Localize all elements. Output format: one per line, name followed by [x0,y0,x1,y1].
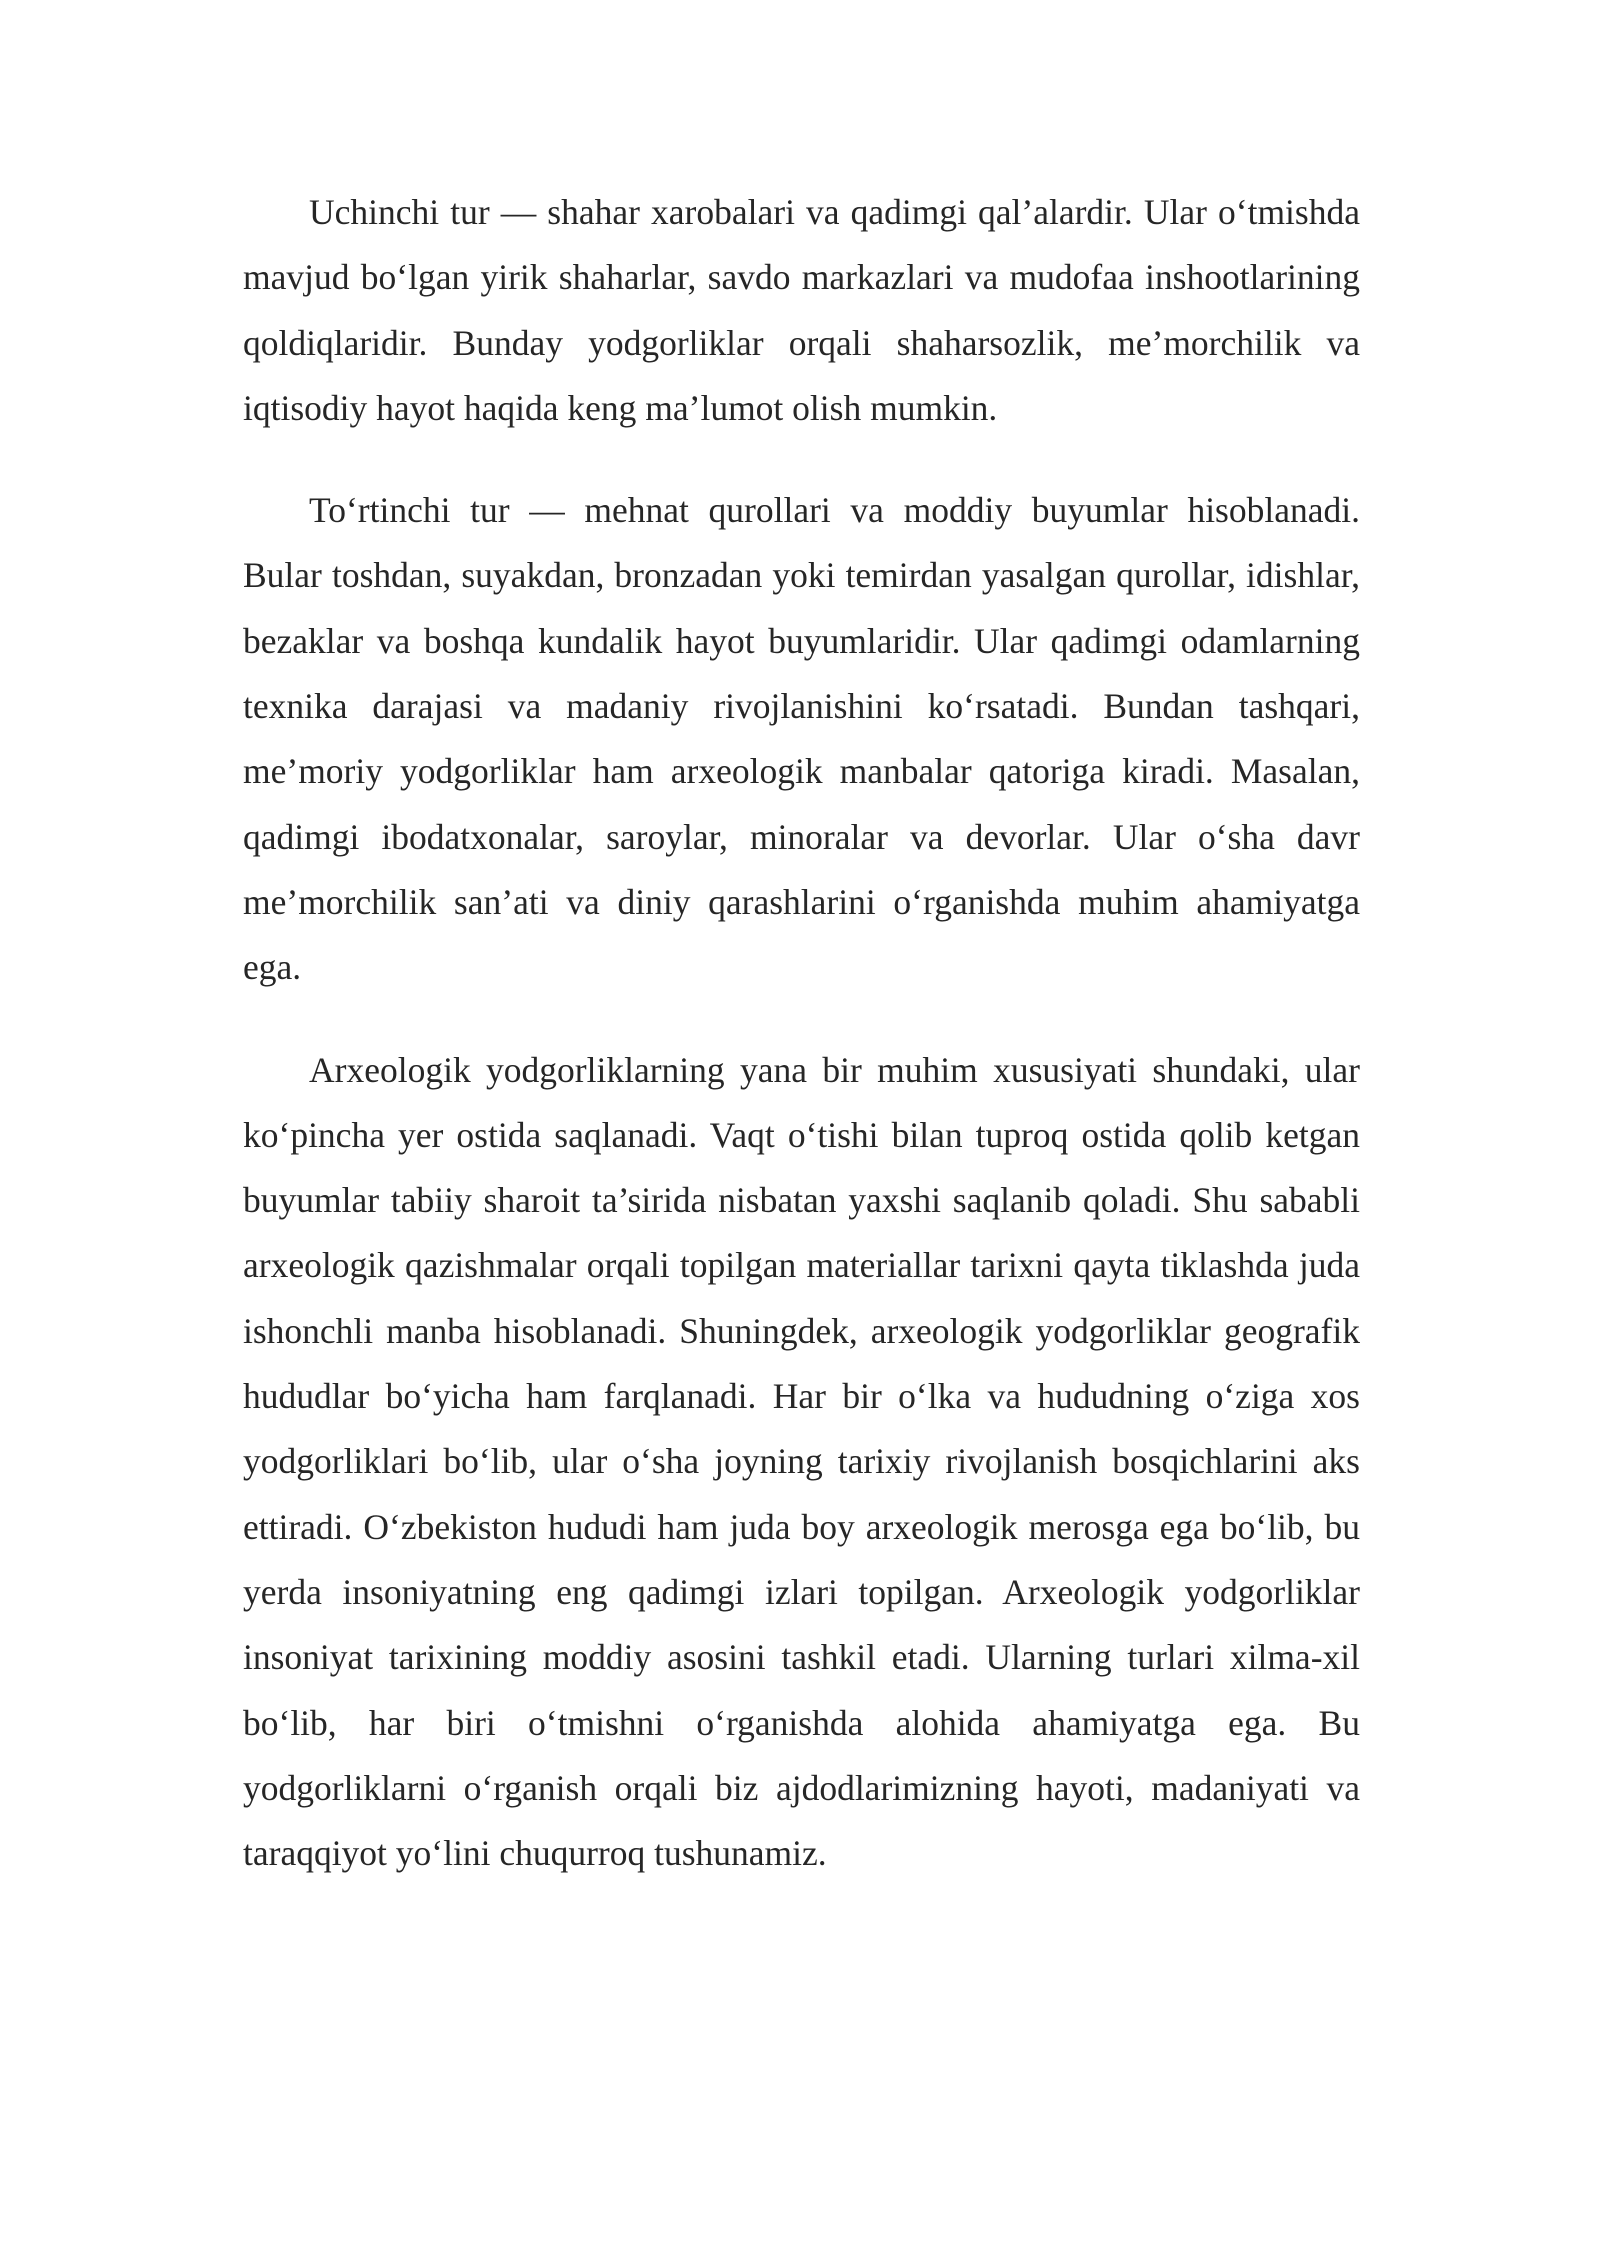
paragraph-tools-and-artifacts: To‘rtinchi tur — mehnat qurollari va moddiy buyumlar hisoblanadi. Bular toshdan, suyakdan, bronzadan yoki temirdan yasalgan qurollar, idishlar, bezaklar va boshqa kundalik hayot buyumlaridir. Ular qadimgi odamlarning texnika darajasi va madaniy rivojlanishini ko‘rsatadi. Bundan tashqari, me’moriy yodgorliklar ham arxeologik manbalar qatoriga kiradi. Masalan, qadimgi ibodatxonalar, saroylar, minoralar va devorlar. Ular o‘sha davr me’morchilik san’ati va diniy qarashlarini o‘rganishda muhim ahamiyatga ega. [243,490,1360,988]
paragraph-ruins-and-fortresses: Uchinchi tur — shahar xarobalari va qadimgi qal’alardir. Ular o‘tmishda mavjud bo‘lgan yirik shaharlar, savdo markazlari va mudofaa inshootlarining qoldiqlaridir. Bunday yodgorliklar orqali shaharsozlik, me’morchilik va iqtisodiy hayot haqida keng ma’lumot olish mumkin. [243,192,1360,428]
paragraph-archaeological-features: Arxeologik yodgorliklarning yana bir muhim xususiyati shundaki, ular ko‘pincha yer ostida saqlanadi. Vaqt o‘tishi bilan tuproq ostida qolib ketgan buyumlar tabiiy sharoit ta’sirida nisbatan yaxshi saqlanib qoladi. Shu sababli arxeologik qazishmalar orqali topilgan materiallar tarixni qayta tiklashda juda ishonchli manba hisoblanadi. Shuningdek, arxeologik yodgorliklar geografik hududlar bo‘yicha ham farqlanadi. Har bir o‘lka va hududning o‘ziga xos yodgorliklari bo‘lib, ular o‘sha joyning tarixiy rivojlanish bosqichlarini aks ettiradi. O‘zbekiston hududi ham juda boy arxeologik merosga ega bo‘lib, bu yerda insoniyatning eng qadimgi izlari topilgan. Arxeologik yodgorliklar insoniyat tarixining moddiy asosini tashkil etadi. Ularning turlari xilma-xil bo‘lib, har biri o‘tmishni o‘rganishda alohida ahamiyatga ega. Bu yodgorliklarni o‘rganish orqali biz ajdodlarimizning hayoti, madaniyati va taraqqiyot yo‘lini chuqurroq tushunamiz. [243,1049,1360,1874]
document-body [243,180,1360,1923]
